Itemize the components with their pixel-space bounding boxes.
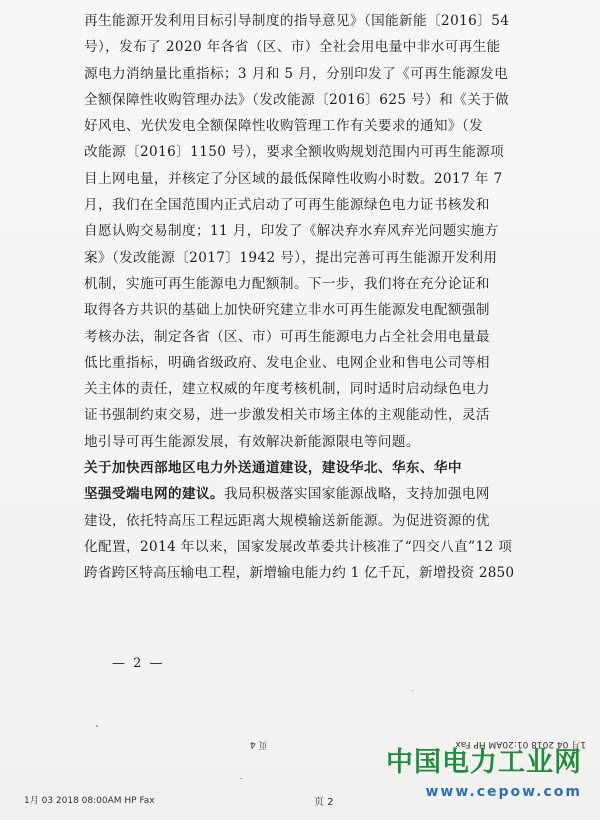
text-line: 关主体的责任，建立权威的年度考核机制，同时适时启动绿色电力: [84, 381, 490, 398]
text-line: 改能源〔2016〕1150 号），要求全额收购规划范围内可再生能源项: [84, 144, 505, 161]
text-line: 好风电、光伏发电全额保障性收购管理工作有关要求的通知》（发: [84, 118, 484, 135]
text-line: 再生能源开发利用目标引导制度的指导意见》（国能新能〔2016〕54: [84, 13, 510, 29]
paragraph-heading: 关于加快西部地区电力外送通道建设，建设华北、华东、华中: [84, 460, 462, 477]
text-line: 建设，依托特高压工程远距离大规模输送新能源。为促进资源的优: [84, 512, 490, 529]
text-line: 证书强制约束交易，进一步激发相关市场主体的主观能动性，灵活: [84, 407, 490, 424]
watermark-name: 中国电力工业网: [386, 747, 582, 778]
text-line: 案》（发改能源〔2017〕1942 号），提出完善可再生能源开发利用: [84, 249, 498, 266]
paragraph-heading-end: 坚强受端电网的建议。: [84, 486, 224, 503]
fax-timestamp: 1月 03 2018 08:00AM HP Fax: [24, 796, 155, 806]
text-line: 跨省跨区特高压输电工程，新增输电能力约 1 亿千瓦，新增投资 2850: [84, 565, 514, 582]
text-fragment: 我局积极落实国家能源战略，支持加强电网: [223, 486, 490, 503]
text-line: 取得各方共识的基础上加快研究建立非水可再生能源发电配额强制: [84, 302, 490, 319]
text-line: 机制，实施可再生能源电力配额制。下一步，我们将在充分论证和: [84, 275, 490, 292]
paragraph-2: [84, 455, 514, 586]
scan-speck: [412, 690, 413, 691]
text-line: 考核办法，制定各省（区、市）可再生能源电力占全社会用电量最: [84, 328, 490, 345]
text-line: 地引导可再生能源发展，有效解决新能源限电等问题。: [84, 433, 420, 450]
scan-speck: [240, 778, 242, 779]
fax-footer: [24, 793, 374, 806]
page-number: — 2 —: [112, 656, 165, 671]
watermark-url: www.cepow.com: [425, 784, 582, 800]
paragraph-1: [84, 8, 514, 455]
text-line: 化配置，2014 年以来，国家发展改革委共计核准了“四交八直”12 项: [84, 538, 513, 555]
text-line: 源电力消纳量比重指标；3 月和 5 月，分别印发了《可再生能源发电: [84, 65, 509, 82]
text-line: 目上网电量，并核定了分区域的最低保障性收购小时数。2017 年 7: [84, 170, 503, 187]
fax-timestamp: 1月 04 2018 01:20AM HP Fax: [455, 739, 586, 749]
scan-speck: [96, 725, 98, 727]
text-line: 自愿认购交易制度；11 月，印发了《解决弃水弃风弃光问题实施方: [84, 223, 499, 240]
text-line: 全额保障性收购管理办法》（发改能源〔2016〕625 号）和《关于做: [84, 91, 510, 108]
text-line: 低比重指标，明确省级政府、发电企业、电网企业和售电公司等相: [84, 354, 490, 371]
text-line: [84, 481, 514, 507]
fax-page: 页 2: [314, 797, 334, 808]
text-line: 号），发布了 2020 年各省（区、市）全社会用电量中非水可再生能: [84, 39, 501, 56]
document-body: [84, 8, 514, 587]
text-line: 月，我们在全国范围内正式启动了可再生能源绿色电力证书核发和: [84, 197, 490, 214]
site-watermark: [386, 748, 582, 800]
fax-page: 页 4: [250, 739, 268, 749]
